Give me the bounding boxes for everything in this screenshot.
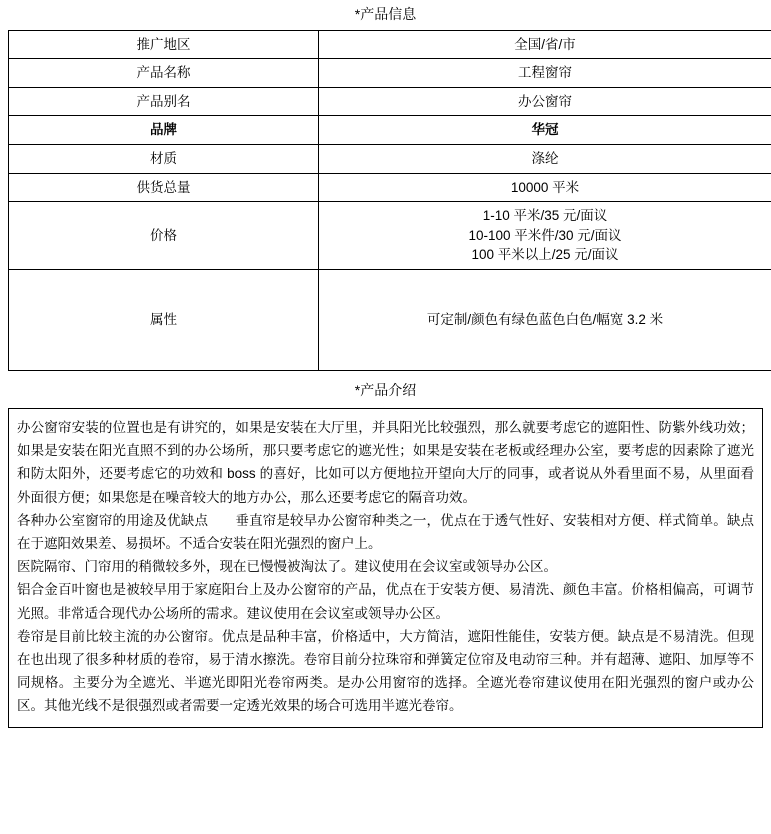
- row-value-attribute: 可定制/颜色有绿色蓝色白色/幅宽 3.2 米: [319, 269, 771, 370]
- row-label-brand: 品牌: [9, 116, 319, 145]
- table-row: [9, 173, 771, 202]
- row-value-product-alias: 办公窗帘: [319, 87, 771, 116]
- table-row: [9, 30, 771, 59]
- table-row: [9, 87, 771, 116]
- product-intro-title: *产品介绍: [354, 381, 417, 398]
- row-label-material: 材质: [9, 145, 319, 174]
- table-row: [9, 269, 771, 370]
- intro-paragraph-3: 医院隔帘、门帘用的稍微较多外，现在已慢慢被淘汰了。建议使用在会议室或领导办公区。: [17, 559, 557, 575]
- row-label-price: 价格: [9, 202, 319, 270]
- row-label-attribute: 属性: [9, 269, 319, 370]
- row-value-price: [319, 202, 771, 270]
- intro-paragraph-2: 各种办公室窗帘的用途及优缺点 垂直帘是较早办公窗帘种类之一，优点在于透气性好、安装相对方便、样式简单。缺点在于遮阳效果差、易损坏。不适合安装在阳光强烈的窗户上。: [17, 512, 754, 551]
- row-value-material: 涤纶: [319, 145, 771, 174]
- row-label-supply: 供货总量: [9, 173, 319, 202]
- row-label-region: 推广地区: [9, 30, 319, 59]
- row-label-product-name: 产品名称: [9, 59, 319, 88]
- intro-paragraph-1: 办公窗帘安装的位置也是有讲究的，如果是安装在大厅里，并具阳光比较强烈，那么就要考虑它的遮阳性、防紫外线功效；如果是安装在阳光直照不到的办公场所，那只要考虑它的遮光性；如果是安装在老板或经理办公室，要考虑的因素除了遮光和防太阳外，还要考虑它的功效和 boss 的喜好，比如可以方便地拉开望向大厅的同事，或者说从外看里面不易，从里面看外面很方便；如果您是在噪音较大的地方办公，那么还要考虑它的隔音功效。: [17, 419, 754, 505]
- row-value-supply: 10000 平米: [319, 173, 771, 202]
- product-intro-box: [8, 408, 763, 728]
- intro-paragraph-4: 铝合金百叶窗也是被较早用于家庭阳台上及办公窗帘的产品，优点在于安装方便、易清洗、颜色丰富。价格相偏高，可调节光照。非常适合现代办公场所的需求。建议使用在会议室或领导办公区。: [17, 582, 754, 621]
- product-info-table: [8, 30, 771, 371]
- table-row: [9, 116, 771, 145]
- table-row: [9, 202, 771, 270]
- price-line-2: 10-100 平米件/30 元/面议: [468, 227, 622, 243]
- table-row: [9, 145, 771, 174]
- row-value-product-name: 工程窗帘: [319, 59, 771, 88]
- price-line-3: 100 平米以上/25 元/面议: [471, 247, 619, 263]
- table-row: [9, 59, 771, 88]
- intro-paragraph-5: 卷帘是目前比较主流的办公窗帘。优点是品种丰富，价格适中，大方简洁，遮阳性能佳，安装方便。缺点是不易清洗。但现在也出现了很多种材质的卷帘，易于清水擦洗。卷帘目前分拉珠帘和弹簧定位帘及电动帘三种。并有超薄、遮阳、加厚等不同规格。主要分为全遮光、半遮光即阳光卷帘两类。是办公用窗帘的选择。全遮光卷帘建议使用在阳光强烈的窗户或办公区。其他光线不是很强烈或者需要一定透光效果的场合可选用半遮光卷帘。: [17, 628, 754, 714]
- row-label-product-alias: 产品别名: [9, 87, 319, 116]
- row-value-brand: 华冠: [319, 116, 771, 145]
- row-value-region: 全国/省/市: [319, 30, 771, 59]
- price-line-1: 1-10 平米/35 元/面议: [482, 208, 608, 224]
- product-info-title: *产品信息: [354, 6, 417, 22]
